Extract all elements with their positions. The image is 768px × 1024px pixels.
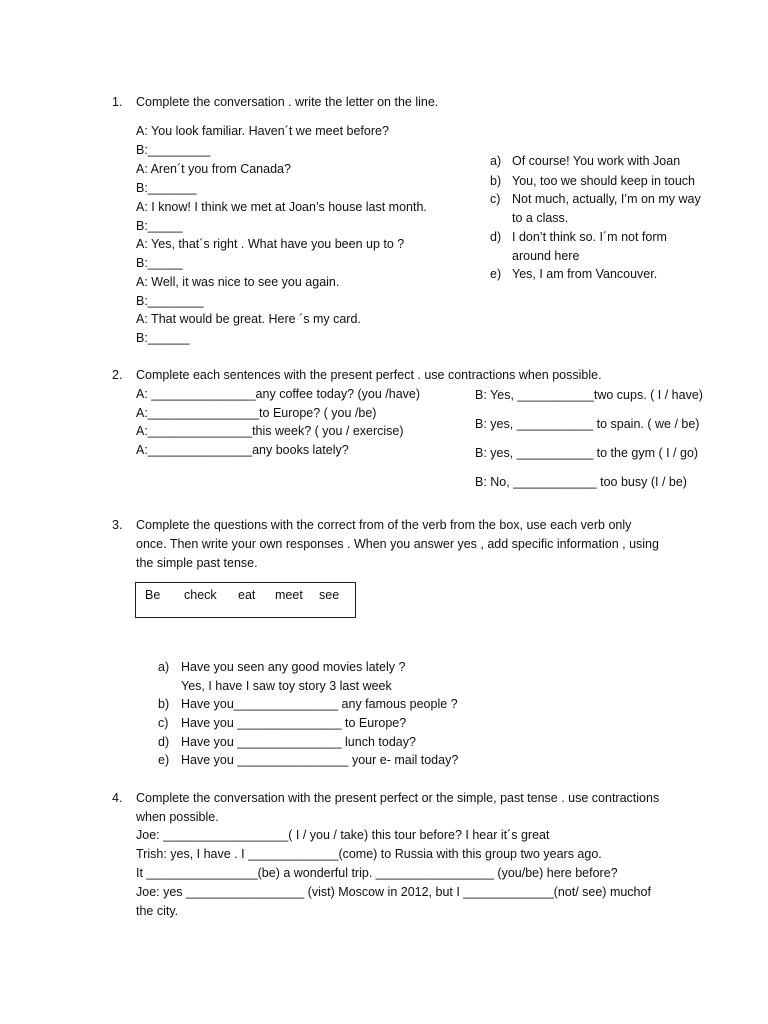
answer-line: B: No, ____________ too busy (I / be) <box>475 475 687 489</box>
verb-word: meet <box>275 588 303 602</box>
conversation-line: the city. <box>136 904 179 918</box>
conversation-line: It ________________(be) a wonderful trip. _________________ (you/be) here before? <box>136 866 618 880</box>
option-text: Not much, actually, I’m on my way <box>512 192 701 206</box>
exercise-line: A: _______________any coffee today? (you /have) <box>136 387 421 401</box>
dialogue-line: A: Aren´t you from Canada? <box>136 162 291 176</box>
dialogue-line: B:_______ <box>136 181 197 195</box>
answer-line: B: yes, ___________ to the gym ( I / go) <box>475 446 699 460</box>
conversation-line: Trish: yes, I have . I _____________(come) to Russia with this group two years ago. <box>136 847 602 861</box>
option-letter: c) <box>490 192 501 206</box>
section-1-heading: Complete the conversation . write the letter on the line. <box>136 95 439 109</box>
item-text: Have you ________________ your e- mail today? <box>181 753 459 767</box>
item-letter: c) <box>158 716 169 730</box>
option-letter: a) <box>490 154 502 168</box>
section-3-number: 3. <box>112 518 123 532</box>
answer-line: B: yes, ___________ to spain. ( we / be) <box>475 417 700 431</box>
item-text: Have you _______________ lunch today? <box>181 735 416 749</box>
dialogue-line: B:______ <box>136 331 190 345</box>
option-letter: d) <box>490 230 502 244</box>
verb-word: eat <box>238 588 256 602</box>
dialogue-line: A: You look familiar. Haven´t we meet before? <box>136 124 389 138</box>
conversation-line: Joe: __________________( I / you / take) this tour before? I hear it´s great <box>136 828 550 842</box>
section-1-number: 1. <box>112 95 123 109</box>
option-text: Yes, I am from Vancouver. <box>512 267 658 281</box>
dialogue-line: A: Well, it was nice to see you again. <box>136 275 340 289</box>
exercise-line: A:_______________this week? ( you / exercise) <box>136 424 404 438</box>
section-2-number: 2. <box>112 368 123 382</box>
section-4-number: 4. <box>112 791 123 805</box>
dialogue-line: B:_________ <box>136 143 211 157</box>
dialogue-line: A: I know! I think we met at Joan’s house last month. <box>136 200 427 214</box>
verb-word: Be <box>145 588 161 602</box>
item-letter: a) <box>158 660 170 674</box>
item-text: Have you_______________ any famous people ? <box>181 697 458 711</box>
option-text: I don’t think so. I´m not form <box>512 230 667 244</box>
section-3-heading: once. Then write your own responses . When you answer yes , add specific information , using <box>136 537 659 551</box>
option-text: You, too we should keep in touch <box>512 174 696 188</box>
section-3-heading: the simple past tense. <box>136 556 258 570</box>
dialogue-line: B:_____ <box>136 219 183 233</box>
answer-line: B: Yes, ___________two cups. ( I / have) <box>475 388 703 402</box>
exercise-line: A:_______________any books lately? <box>136 443 349 457</box>
section-4-heading: Complete the conversation with the present perfect or the simple, past tense . use contractions <box>136 791 660 805</box>
item-text: Yes, I have I saw toy story 3 last week <box>181 679 392 693</box>
dialogue-line: A: That would be great. Here ´s my card. <box>136 312 361 326</box>
option-letter: b) <box>490 174 502 188</box>
dialogue-line: B:________ <box>136 294 204 308</box>
item-letter: e) <box>158 753 170 767</box>
option-text: Of course! You work with Joan <box>512 154 681 168</box>
section-3-heading: Complete the questions with the correct from of the verb from the box, use each verb only <box>136 518 632 532</box>
section-2-heading: Complete each sentences with the present perfect . use contractions when possible. <box>136 368 602 382</box>
section-4-heading: when possible. <box>136 810 219 824</box>
conversation-line: Joe: yes _________________ (vist) Moscow in 2012, but I _____________(not/ see) muchof <box>136 885 651 899</box>
dialogue-line: B:_____ <box>136 256 183 270</box>
item-text: Have you _______________ to Europe? <box>181 716 407 730</box>
option-letter: e) <box>490 267 502 281</box>
item-letter: d) <box>158 735 170 749</box>
verb-word: see <box>319 588 340 602</box>
dialogue-line: A: Yes, that´s right . What have you been up to ? <box>136 237 405 251</box>
item-text: Have you seen any good movies lately ? <box>181 660 406 674</box>
exercise-line: A:________________to Europe? ( you /be) <box>136 406 377 420</box>
option-text: to a class. <box>512 211 569 225</box>
item-letter: b) <box>158 697 170 711</box>
verb-word: check <box>184 588 217 602</box>
verb-box <box>135 582 356 618</box>
option-text: around here <box>512 249 580 263</box>
